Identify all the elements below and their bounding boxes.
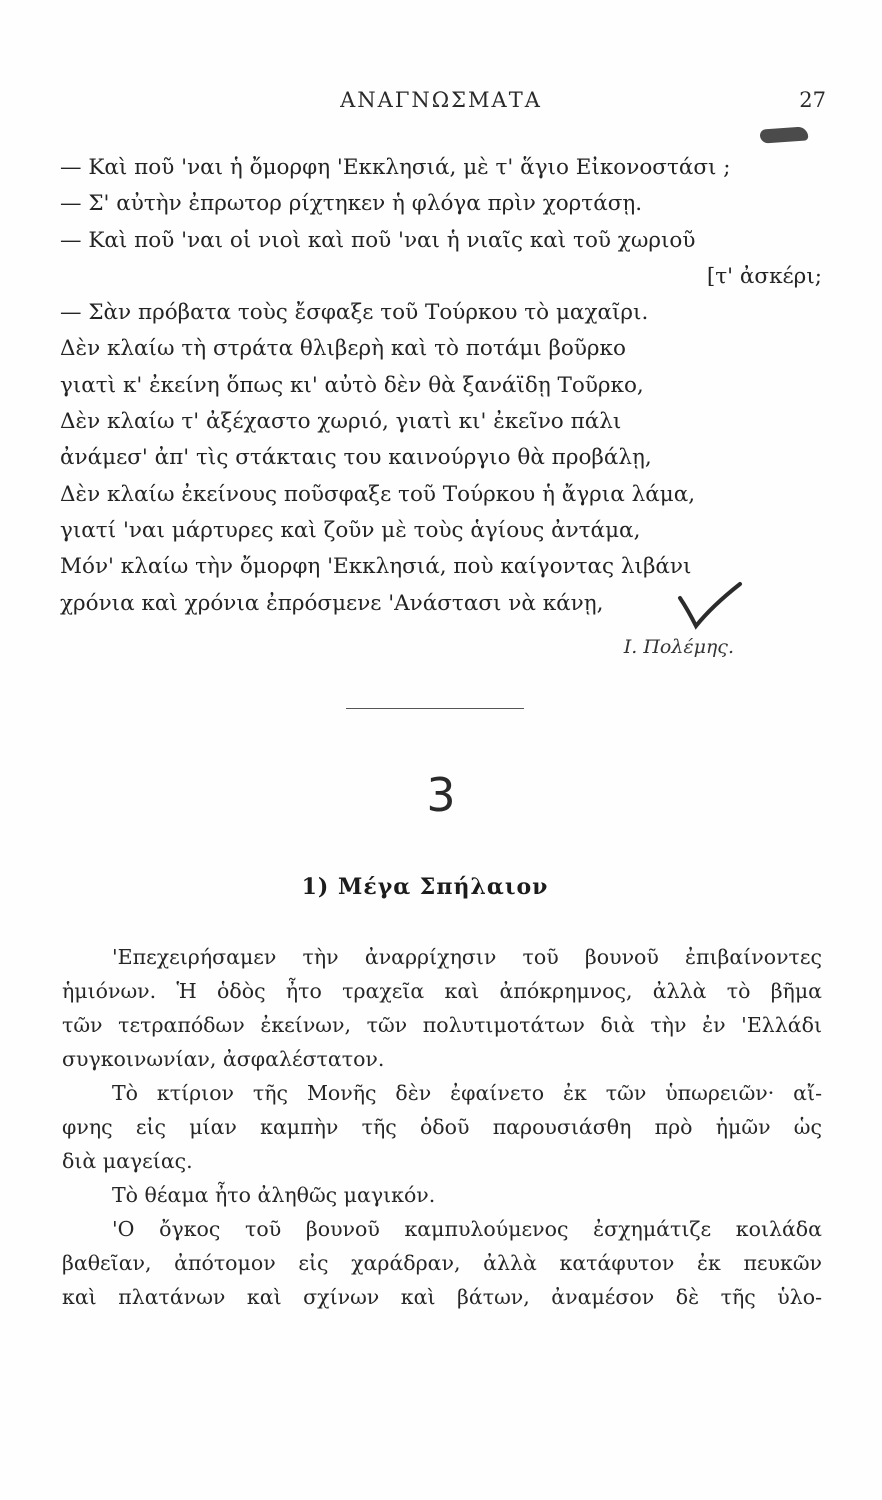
- poem-line: Μόν' κλαίω τὴν ὄμορφη 'Εκκλησιά, ποὺ καίγοντας λιβάνι: [60, 554, 692, 580]
- poem-line: Δὲν κλαίω ἐκείνους ποῦσφαξε τοῦ Τούρκου ἡ ἄγρια λάμα,: [60, 481, 696, 507]
- page-number: 27: [799, 88, 826, 112]
- poem-line: — Σὰν πρόβατα τοὺς ἔσφαξε τοῦ Τούρκου τὸ μαχαῖρι.: [60, 300, 649, 326]
- prose-line: 'Ο ὄγκος τοῦ βουνοῦ καμπυλούμενος ἐσχημάτιζε κοιλάδα: [112, 1217, 822, 1241]
- prose-body: [62, 940, 822, 1314]
- poem-line: γιατί 'ναι μάρτυρες καὶ ζοῦν μὲ τοὺς ἁγίους ἀντάμα,: [60, 517, 641, 543]
- poem-line: — Καὶ ποῦ 'ναι ἡ ὄμορφη 'Εκκλησιά, μὲ τ' ἅγιο Εἰκονοστάσι ;: [60, 155, 731, 180]
- prose-line: φνης εἰς μίαν καμπὴν τῆς ὁδοῦ παρουσιάσθη πρὸ ἡμῶν ὡς: [62, 1115, 822, 1139]
- section-heading: 1) Μέγα Σπήλαιον: [301, 874, 549, 900]
- section-number: 3: [426, 768, 456, 822]
- poem-line-continuation: [τ' ἀσκέρι;: [706, 263, 822, 289]
- running-title: ΑΝΑΓΝΩΣΜΑΤΑ: [340, 88, 542, 112]
- prose-line: 'Επεχειρήσαμεν τὴν ἀναρρίχησιν τοῦ βουνοῦ ἐπιβαίνοντες: [112, 945, 822, 969]
- prose-line: Τὸ θέαμα ἦτο ἀληθῶς μαγικόν.: [112, 1183, 436, 1207]
- prose-line: Τὸ κτίριον τῆς Μονῆς δὲν ἐφαίνετο ἐκ τῶν ὑπωρειῶν· αἴ-: [112, 1081, 822, 1105]
- poem-line: Δὲν κλαίω τὴ στράτα θλιβερὴ καὶ τὸ ποτάμι βοῦρκο: [60, 336, 626, 362]
- prose-line: καὶ πλατάνων καὶ σχίνων καὶ βάτων, ἀναμέσον δὲ τῆς ὑλο-: [62, 1285, 822, 1309]
- poem-line: Δὲν κλαίω τ' ἀξέχαστο χωριό, γιατὶ κι' ἐκεῖνο πάλι: [60, 409, 622, 435]
- poem-line: γιατὶ κ' ἐκείνη ὅπως κι' αὐτὸ δὲν θὰ ξανάϊδῃ Τοῦρκο,: [60, 372, 644, 398]
- prose-line: ἡμιόνων. Ἡ ὁδὸς ἦτο τραχεῖα καὶ ἀπόκρημνος, ἀλλὰ τὸ βῆμα: [62, 979, 822, 1003]
- poem-line: — Καὶ ποῦ 'ναι οἱ νιοὶ καὶ ποῦ 'ναι ἡ νιαῖς καὶ τοῦ χωριοῦ: [60, 227, 696, 253]
- prose-line: διὰ μαγείας.: [62, 1149, 193, 1173]
- section-divider: [346, 708, 524, 709]
- prose-line: βαθεῖαν, ἀπότομον εἰς χαράδραν, ἀλλὰ κατάφυτον ἐκ πευκῶν: [62, 1251, 822, 1275]
- poem: [60, 150, 830, 622]
- poem-author: Ι. Πολέμης.: [623, 636, 734, 658]
- prose-line: τῶν τετραπόδων ἐκείνων, τῶν πολυτιμοτάτων διὰ τὴν ἐν 'Ελλάδι: [62, 1013, 822, 1037]
- poem-line: ἀνάμεσ' ἀπ' τὶς στάκταις του καινούργιο θὰ προβάλῃ,: [60, 445, 652, 471]
- prose-line: συγκοινωνίαν, ἀσφαλέστατον.: [62, 1047, 385, 1071]
- poem-line: — Σ' αὐτὴν ἐπρωτορ ρίχτηκεν ἡ φλόγα πρὶν χορτάσῃ.: [60, 191, 643, 217]
- poem-line: χρόνια καὶ χρόνια ἐπρόσμενε 'Ανάστασι νὰ κάνῃ,: [60, 590, 604, 616]
- pencil-check-mark-icon: [676, 576, 744, 632]
- ink-stamp-mark: [760, 126, 809, 143]
